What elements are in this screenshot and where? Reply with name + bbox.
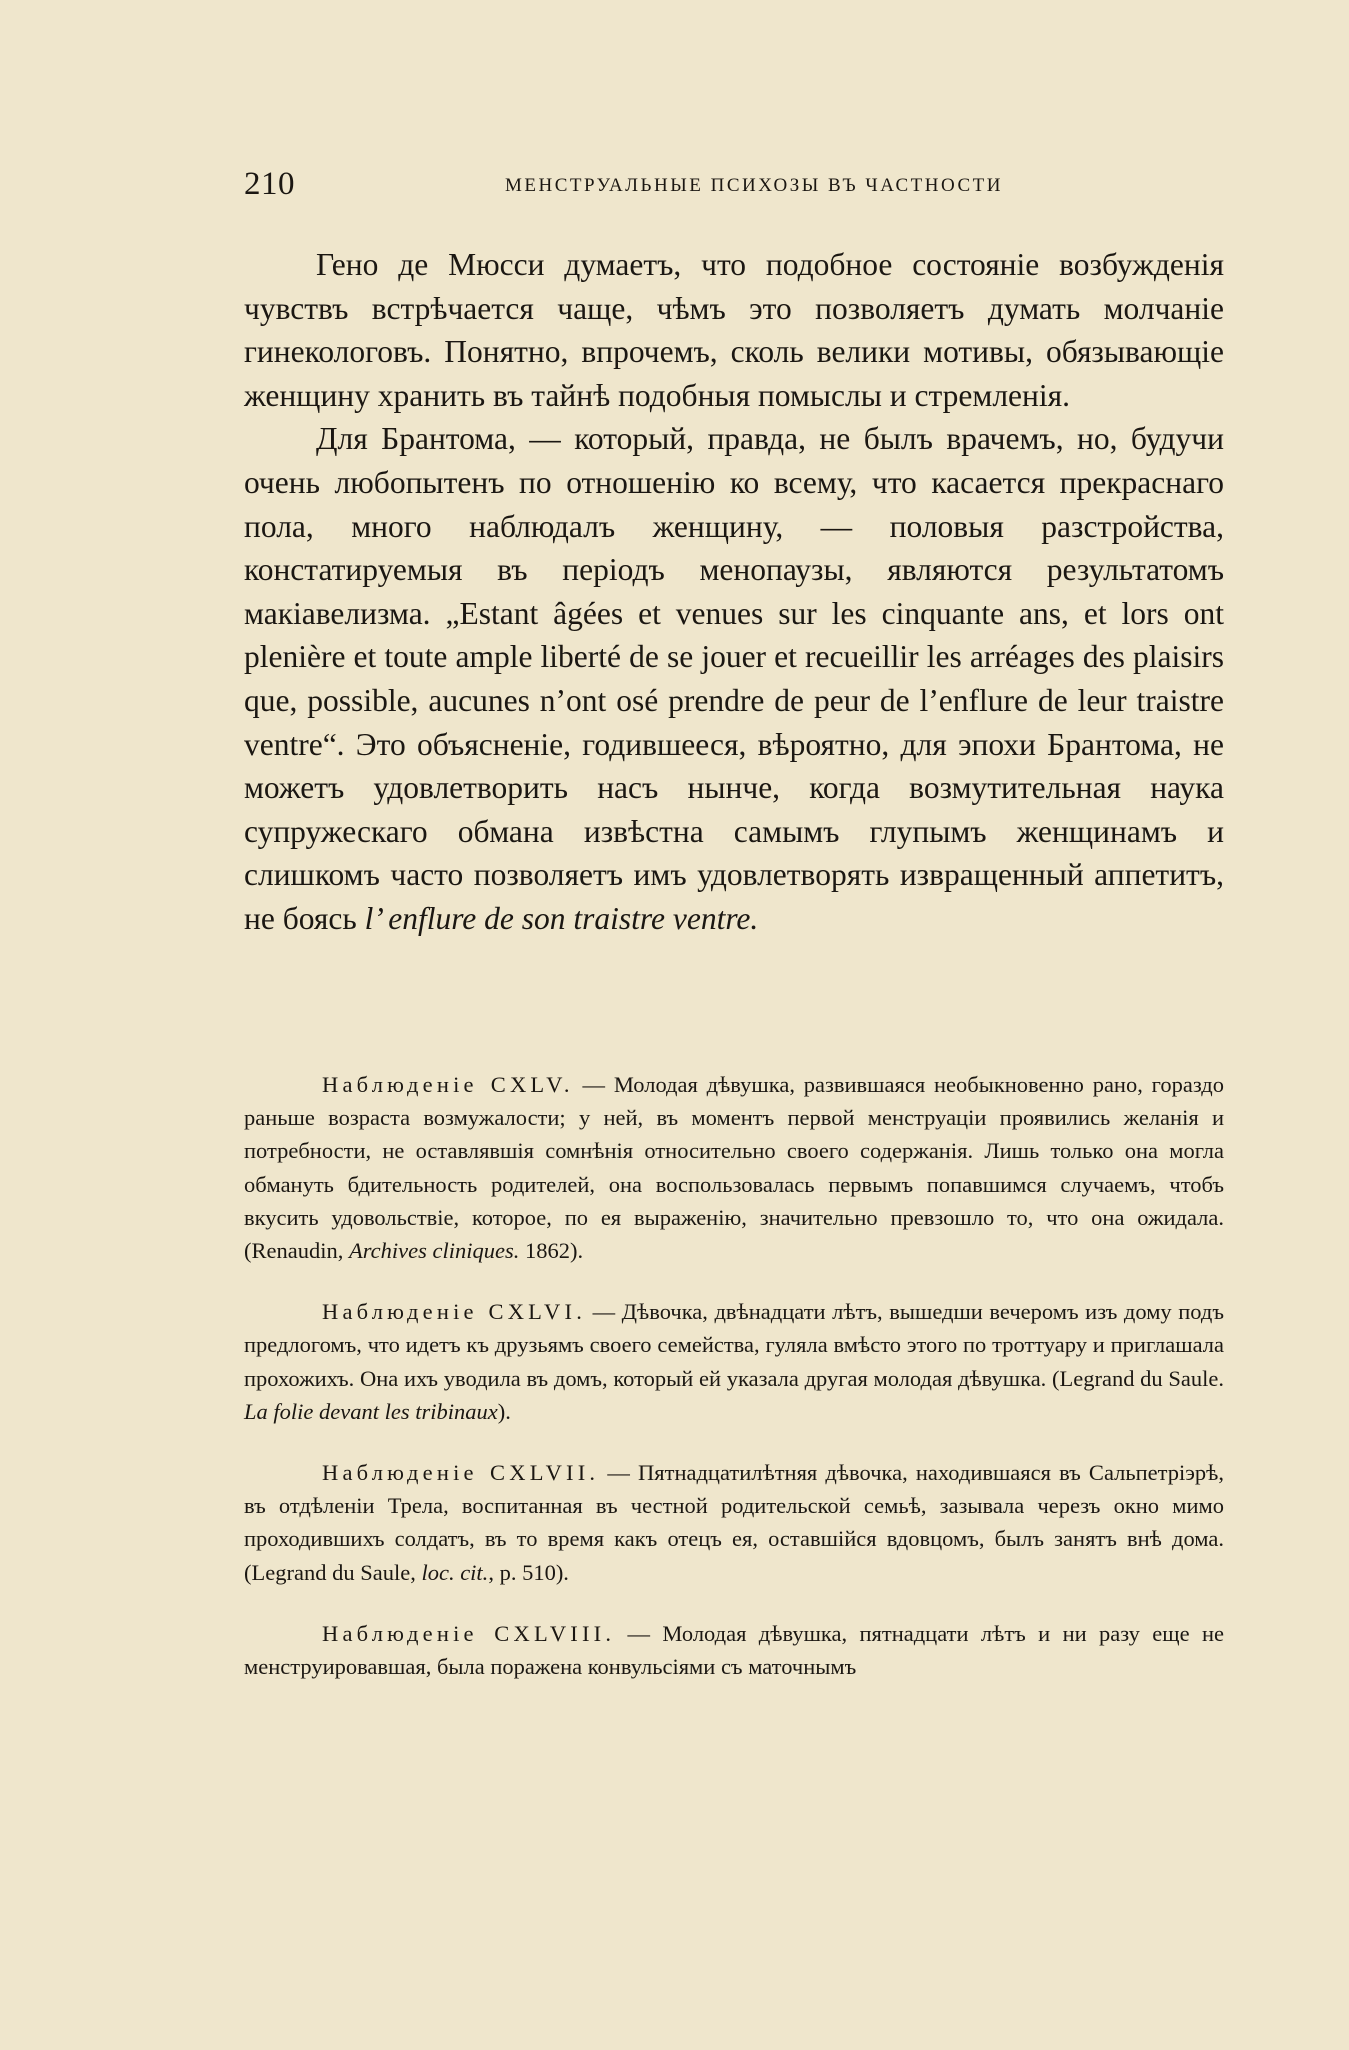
observation-label: Наблюденiе CXLVIII. xyxy=(322,1620,616,1646)
page-number: 210 xyxy=(244,166,295,202)
observation xyxy=(244,1295,1224,1428)
observation xyxy=(244,1617,1224,1683)
observation xyxy=(244,1068,1224,1267)
observation-text: — Дѣвочка, двѣнадцати лѣтъ, вышедши вечеромъ изъ дому подъ предлогомъ, что идетъ къ друзьямъ своего семейства, гуляла вмѣсто этого по троттуару и приглашала прохожихъ. Она ихъ уводила въ домъ, который ей указала другая молодая дѣвушка. (Legrand du Saule. xyxy=(244,1299,1224,1391)
paragraph xyxy=(244,417,1224,940)
running-title: МЕНСТРУАЛЬНЫЕ ПСИХОЗЫ ВЪ ЧАСТНОСТИ xyxy=(505,175,1003,196)
observations-section xyxy=(244,1068,1224,1711)
observation-source: loc. cit. xyxy=(421,1559,489,1585)
page-header xyxy=(244,166,1224,210)
observation-source-end: 1862). xyxy=(519,1238,584,1264)
paragraph-text: Для Брантома, — который, правда, не былъ врачемъ, но, будучи очень любопытенъ по отношенiю ко всему, что касается прекраснаго пола, много наблюдалъ женщину, — половыя разстройства, констатируемыя въ перiодъ менопаузы, являются результатомъ макiавелизма. „Estant âgées et venues sur les cinquante ans, et lors ont plenière et toute ample liberté de se jouer et recueillir les arréages des plaisirs que, possible, aucunes n’ont osé prendre de peur de l’enflure de leur traistre ventre“. Это объясненiе, годившееся, вѣроятно, для эпохи Брантома, не можетъ удовлетворить насъ нынче, когда возмутительная наука супружескаго обмана извѣстна самымъ глупымъ женщинамъ и слишкомъ часто позволяетъ имъ удовлетворять извращенный аппетитъ, не боясь xyxy=(244,421,1224,936)
observation-label: Наблюденiе CXLV. xyxy=(322,1072,574,1097)
observation-label: Наблюденiе CXLVI. xyxy=(322,1299,587,1325)
italic-quote: l’ enflure de son traistre ventre. xyxy=(364,900,759,936)
observation-text: — Пятнадцатилѣтняя дѣвочка, находившаяся въ Сальпетрiэрѣ, въ отдѣленiи Трела, воспитанная въ честной родительской семьѣ, зазывала черезъ окно мимо проходившихъ солдатъ, въ то время какъ отецъ ея, оставшiйся вдовцомъ, былъ занятъ внѣ дома. (Legrand du Saule, xyxy=(244,1460,1225,1585)
observation-text: — Молодая дѣвушка, развившаяся необыкновенно рано, гораздо раньше возраста возмужалости; у ней, въ моментъ первой менструацiи проявились желанiя и потребности, не оставлявшiя сомнѣнiя относительно своего содержанiя. Лишь только она могла обмануть бдительность родителей, она воспользовалась первымъ попавшимся случаемъ, чтобъ вкусить удовольствiе, которое, по ея выраженiю, значительно превзошло то, что она ожидала. (Renaudin, xyxy=(244,1072,1224,1264)
observation-source: La folie devant les tribinaux xyxy=(244,1398,498,1424)
paragraph: Гено де Мюсси думаетъ, что подобное состоянiе возбужденiя чувствъ встрѣчается чаще, чѣмъ это позволяетъ думать молчанiе гинекологовъ. Понятно, впрочемъ, сколь велики мотивы, обязывающiе женщину хранить въ тайнѣ подобныя помыслы и стремленiя. xyxy=(244,247,1224,413)
observation-label: Наблюденiе CXLVII. xyxy=(322,1460,600,1486)
main-text xyxy=(244,243,1224,941)
observation-source-end: , p. 510). xyxy=(488,1559,569,1585)
observation-source: Archives cliniques. xyxy=(348,1238,520,1264)
observation-source-end: ). xyxy=(497,1398,511,1424)
observation-text: — Молодая дѣвушка, пятнадцати лѣтъ и ни разу еще не менструировавшая, была поражена конвульсiями съ маточнымъ xyxy=(244,1620,1224,1680)
observation xyxy=(244,1456,1224,1589)
